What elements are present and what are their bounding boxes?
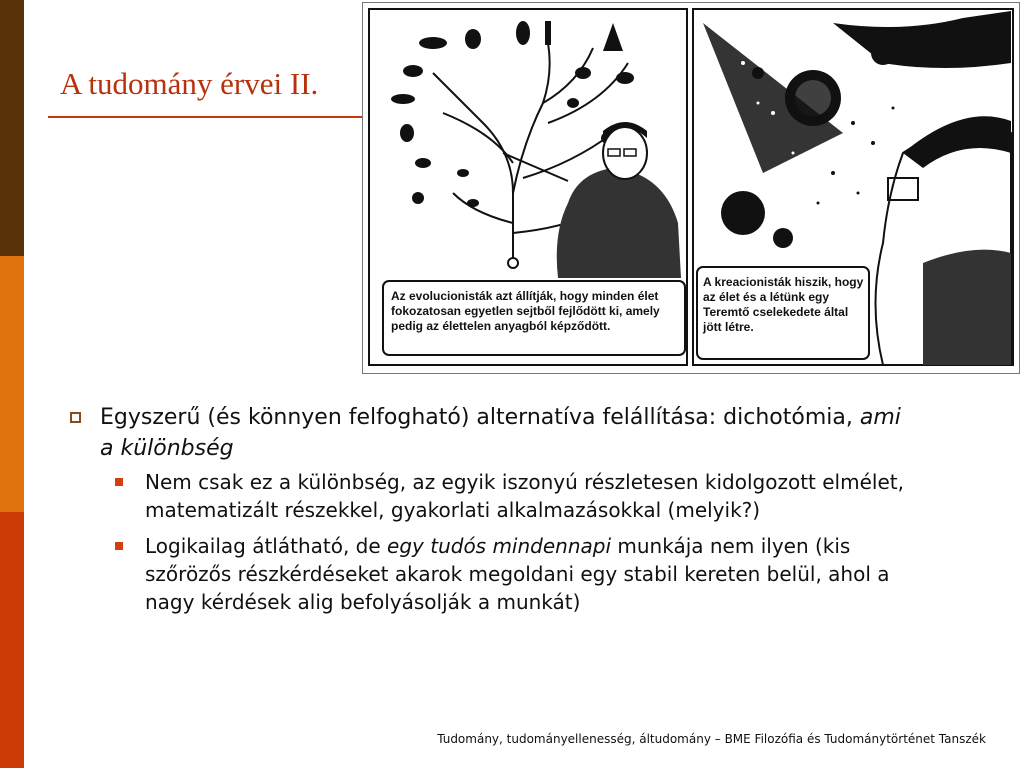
main-bullet [70,402,910,464]
bullet-list [70,402,910,616]
right-comic-caption: A kreacionisták hiszik, hogy az élet és a létünk egy Teremtő cselekedete által jött létre. [703,275,864,334]
slide-title: A tudomány érvei II. [60,66,319,101]
sub-bullet-2-italic: egy tudós mindennapi [387,534,612,558]
sub-bullet-1 [70,468,910,524]
decorative-sidebar [0,0,24,768]
hollow-square-bullet-icon [70,412,81,423]
left-comic-caption: Az evolucionisták azt állítják, hogy minden élet fokozatosan egyetlen sejtből fejlődött ki, amely pedig az élettelen anyagból képződött. [391,289,660,333]
sub-bullet-1-text: Nem csak ez a különbség, az egyik iszonyú részletesen kidolgozott elmélet, matematizált részekkel, gyakorlati alkalmazásokkal (melyik?) [145,470,904,522]
slide-footer: Tudomány, tudományellenesség, áltudomány – BME Filozófia és Tudománytörténet Tanszék [437,732,986,746]
sidebar-segment-top [0,0,24,256]
sub-bullet-2 [70,532,910,616]
title-underline [48,116,370,118]
sub-bullet-2-text-after: munkája nem ilyen (kis szőrözős részkérdéseket akarok megoldani egy stabil kereten belül, ahol a nagy kérdések alig befolyásolják a munkát) [145,534,890,614]
sidebar-segment-middle [0,256,24,512]
sidebar-segment-bottom [0,512,24,768]
comic-illustration [362,2,1020,374]
sub-bullet-2-text-before: Logikailag átlátható, de [145,534,388,558]
square-bullet-icon [115,542,123,550]
main-bullet-text: Egyszerű (és könnyen felfogható) alternatíva felállítása: dichotómia, [100,405,860,430]
square-bullet-icon [115,478,123,486]
main-bullet-italic: ami a különbség [100,405,901,461]
